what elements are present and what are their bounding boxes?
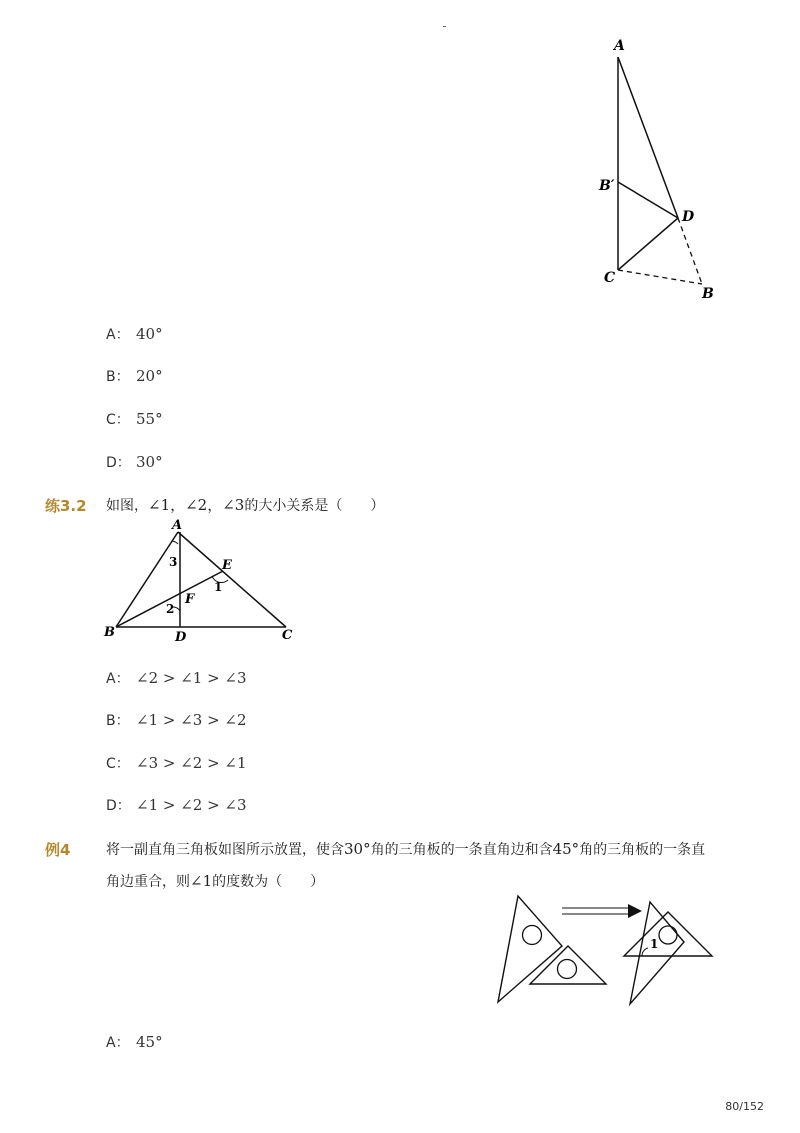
option-letter: A： <box>106 327 130 343</box>
question-math: ∠1 <box>190 872 213 890</box>
set-square-30 <box>498 896 562 1002</box>
option-b[interactable] <box>106 366 163 386</box>
seg-BpD <box>618 182 678 218</box>
question-text-part: 的大小关系是（ ） <box>244 498 385 514</box>
seg-CB-dashed <box>618 270 702 284</box>
side-AC <box>178 532 286 627</box>
label-C: C <box>604 270 616 286</box>
option-letter: B： <box>106 369 130 385</box>
combined-set-square-30 <box>630 902 684 1004</box>
figure-fold-triangle <box>590 30 730 310</box>
option-a[interactable] <box>106 668 247 688</box>
option-value: 55° <box>136 410 163 428</box>
option-letter: D： <box>106 798 131 814</box>
figure-set-squares <box>490 890 720 1010</box>
question-tag-li4: 例4 <box>45 841 71 859</box>
option-a[interactable] <box>106 324 163 344</box>
question-text-part: 角边重合，则 <box>106 874 190 890</box>
seg-DB-dashed <box>678 218 702 284</box>
label-D: D <box>682 209 695 225</box>
option-letter: D： <box>106 455 131 471</box>
label-F: F <box>185 592 195 607</box>
combined-hole-a <box>659 926 677 944</box>
angle-arc-1 <box>642 948 648 956</box>
option-value: ∠3 > ∠2 > ∠1 <box>136 754 247 772</box>
option-b[interactable] <box>106 710 247 730</box>
set-square-30-hole <box>523 926 542 945</box>
angle-arc-3 <box>172 541 178 544</box>
option-value: ∠2 > ∠1 > ∠3 <box>136 669 247 687</box>
label-B: B <box>702 286 714 302</box>
option-letter: A： <box>106 671 130 687</box>
question-text-part: 将一副直角三角板如图所示放置，使含 <box>106 842 344 858</box>
option-value: 45° <box>136 1033 163 1051</box>
label-E: E <box>222 558 232 573</box>
angle-label-1: 1 <box>214 580 223 594</box>
figure-triangle-abc <box>100 515 310 650</box>
option-letter: B： <box>106 713 130 729</box>
label-A: A <box>172 518 183 533</box>
angle-label-3: 3 <box>169 555 178 569</box>
set-square-45-hole <box>558 960 577 979</box>
seg-BE <box>116 571 223 627</box>
option-c[interactable] <box>106 409 163 429</box>
question-angles: ∠1，∠2，∠3 <box>148 496 245 514</box>
arrow-head-icon <box>628 904 642 918</box>
question-math: 45° <box>552 840 580 858</box>
option-value: 20° <box>136 367 163 385</box>
option-value: 30° <box>136 453 163 471</box>
label-C: C <box>282 628 293 643</box>
option-c[interactable] <box>106 753 247 773</box>
question-text-li4-line2 <box>106 866 324 897</box>
option-value: 40° <box>136 325 163 343</box>
option-value: ∠1 > ∠2 > ∠3 <box>136 796 247 814</box>
option-a[interactable] <box>106 1032 163 1052</box>
option-letter: A： <box>106 1035 130 1051</box>
option-value: ∠1 > ∠3 > ∠2 <box>136 711 247 729</box>
option-d[interactable] <box>106 452 163 472</box>
label-D: D <box>175 630 187 645</box>
page-number: 80/152 <box>725 1100 764 1113</box>
question-math: 30° <box>344 840 371 858</box>
question-text-part: 的度数为（ ） <box>212 874 325 890</box>
question-text-part: 角的三角板的一条直 <box>579 842 706 858</box>
combined-set-square-45 <box>624 912 712 956</box>
question-text-part: 角的三角板的一条直角边和含 <box>370 842 553 858</box>
label-B: B <box>104 625 115 640</box>
question-tag-lian32: 练3.2 <box>45 497 87 515</box>
option-letter: C： <box>106 412 130 428</box>
question-text-part: 如图， <box>106 498 148 514</box>
top-mark <box>443 26 446 27</box>
label-A: A <box>614 38 625 54</box>
angle-label-1: 1 <box>650 937 659 951</box>
label-Bprime: B′ <box>599 178 615 194</box>
option-d[interactable] <box>106 795 247 815</box>
seg-CD <box>618 218 678 270</box>
angle-label-2: 2 <box>166 602 175 616</box>
seg-AD <box>618 57 678 218</box>
question-text-li4-line1 <box>106 834 705 865</box>
option-letter: C： <box>106 756 130 772</box>
